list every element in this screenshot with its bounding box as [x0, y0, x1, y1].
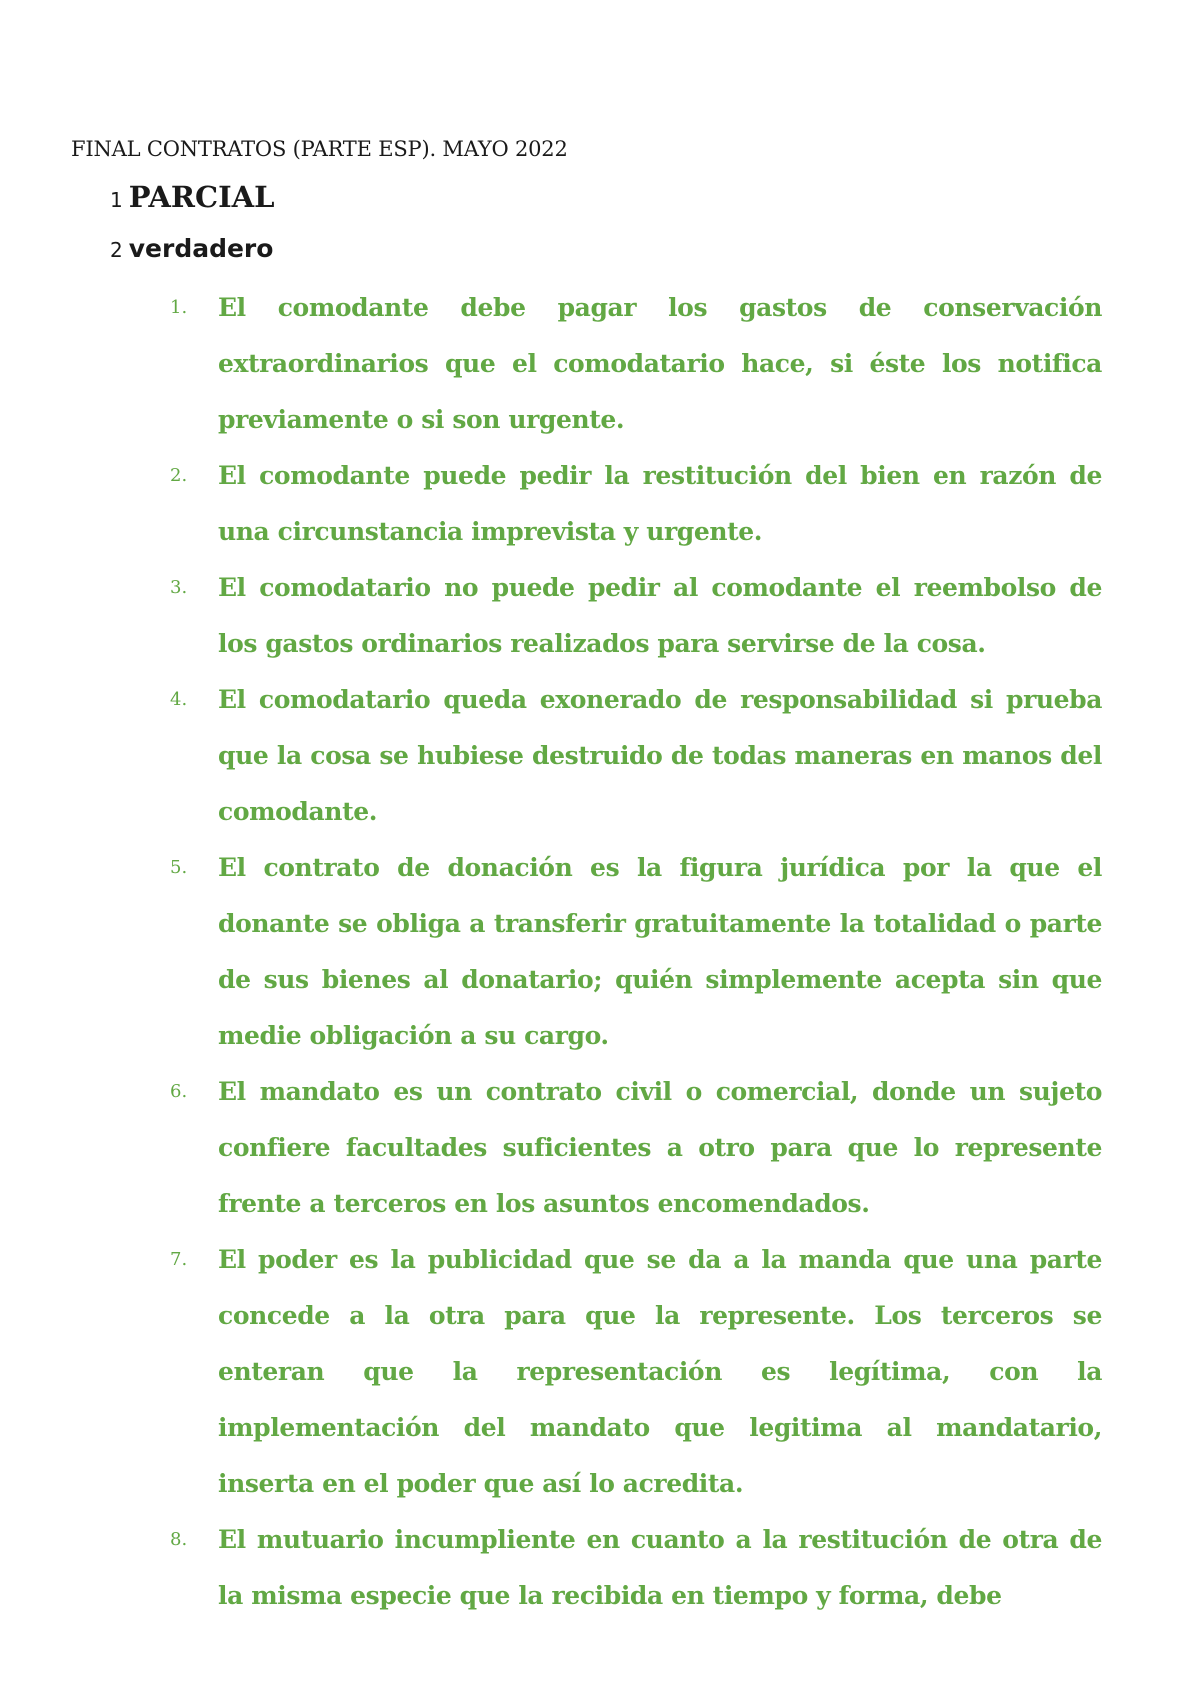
list-item: [0, 840, 1102, 1064]
heading-parcial: [110, 180, 275, 214]
heading-text: PARCIAL: [128, 180, 275, 214]
item-number: 3.: [170, 577, 188, 598]
list-item: [0, 448, 1102, 560]
item-text: El comodante debe pagar los gastos de conservación extraordinarios que el comodatario hace, si éste los notifica previamente o si son urgente.: [218, 293, 1102, 434]
item-number: 8.: [170, 1529, 188, 1550]
item-number: 1.: [170, 297, 188, 318]
list-item: [0, 1512, 1102, 1624]
item-text: El comodatario no puede pedir al comodante el reembolso de los gastos ordinarios realizados para servirse de la cosa.: [218, 573, 1102, 658]
heading-verdadero: [110, 234, 273, 263]
item-number: 2.: [170, 465, 188, 486]
list-item: [0, 280, 1102, 448]
item-text: El mutuario incumpliente en cuanto a la restitución de otra de la misma especie que la recibida en tiempo y forma, debe: [218, 1525, 1102, 1610]
list-item: [0, 560, 1102, 672]
item-text: El comodante puede pedir la restitución del bien en razón de una circunstancia imprevista y urgente.: [218, 461, 1102, 546]
list-item: [0, 672, 1102, 840]
heading-number: 1: [110, 188, 123, 212]
statement-list: [0, 280, 1200, 1624]
item-number: 5.: [170, 857, 188, 878]
item-text: El contrato de donación es la figura jurídica por la que el donante se obliga a transferir gratuitamente la totalidad o parte de sus bienes al donatario; quién simplemente acepta sin que medie obligación a su cargo.: [218, 853, 1102, 1050]
list-item: [0, 1064, 1102, 1232]
heading-number: 2: [110, 238, 123, 262]
item-text: El poder es la publicidad que se da a la manda que una parte concede a la otra para que la represente. Los terceros se enteran que la representación es legítima, con la implementación del mandato que legitima al mandatario, inserta en el poder que así lo acredita.: [218, 1245, 1102, 1498]
item-number: 4.: [170, 689, 188, 710]
item-text: El mandato es un contrato civil o comercial, donde un sujeto confiere facultades suficientes a otro para que lo represente frente a terceros en los asuntos encomendados.: [218, 1077, 1102, 1218]
heading-text: verdadero: [128, 234, 274, 263]
item-text: El comodatario queda exonerado de responsabilidad si prueba que la cosa se hubiese destruido de todas maneras en manos del comodante.: [218, 685, 1102, 826]
document-title: FINAL CONTRATOS (PARTE ESP). MAYO 2022: [71, 137, 568, 161]
list-item: [0, 1232, 1102, 1512]
item-number: 7.: [170, 1249, 188, 1270]
item-number: 6.: [170, 1081, 188, 1102]
